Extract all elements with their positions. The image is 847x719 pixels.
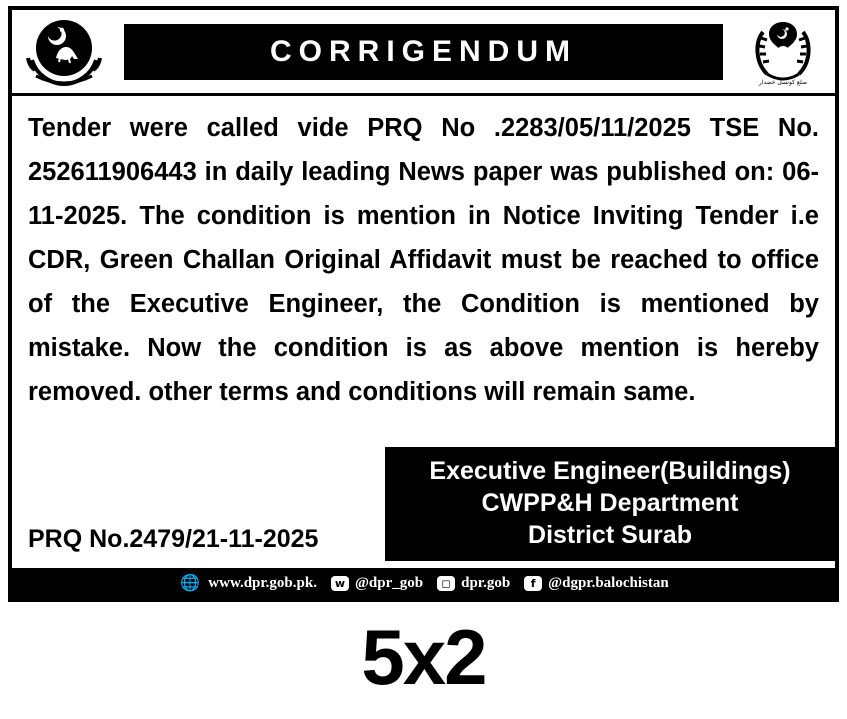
globe-icon: 🌐 — [180, 573, 201, 592]
twitter-icon: w — [331, 576, 349, 591]
signature-line-3: District Surab — [528, 521, 692, 549]
corrigendum-notice — [8, 6, 839, 602]
prq-number: PRQ No.2479/21-11-2025 — [28, 525, 319, 553]
balochistan-government-crest-icon — [18, 14, 110, 90]
notice-body-text: Tender were called vide PRQ No .2283/05/11/2025 TSE No. 252611906443 in daily leading News paper was published on: 06-11-2025. The condition is mention in Notice Inviting Tender i.e CDR, Green Challan Original Affidavit must be reached to office of the Executive Engineer, the Condition is mentioned by mistake. Now the condition is as above mention is hereby removed. other terms and conditions will remain same. — [28, 114, 819, 406]
social-item-website[interactable] — [178, 575, 317, 592]
instagram-icon: ◻ — [437, 576, 455, 591]
social-label-instagram: dpr.gob — [461, 574, 511, 591]
signature-area — [12, 447, 835, 562]
social-label-facebook: @dgpr.balochistan — [548, 574, 669, 591]
facebook-icon: f — [524, 576, 542, 591]
district-council-crest-icon — [737, 14, 829, 90]
social-item-facebook[interactable] — [524, 575, 669, 592]
notice-title-bar — [124, 24, 723, 80]
ad-size-caption: 5x2 — [361, 613, 486, 701]
signature-line-1: Executive Engineer(Buildings) — [429, 457, 791, 485]
page-title: CORRIGENDUM — [270, 35, 577, 68]
social-label-website: www.dpr.gob.pk. — [208, 574, 317, 591]
social-item-twitter[interactable] — [331, 575, 423, 592]
social-label-twitter: @dpr_gob — [354, 574, 424, 591]
svg-text:ضلع کونسل خضدار: ضلع کونسل خضدار — [758, 79, 808, 86]
social-media-bar — [12, 568, 835, 598]
signature-line-2: CWPP&H Department — [481, 489, 739, 517]
social-item-instagram[interactable] — [437, 575, 510, 592]
notice-header — [12, 10, 835, 96]
signature-block — [385, 447, 835, 561]
